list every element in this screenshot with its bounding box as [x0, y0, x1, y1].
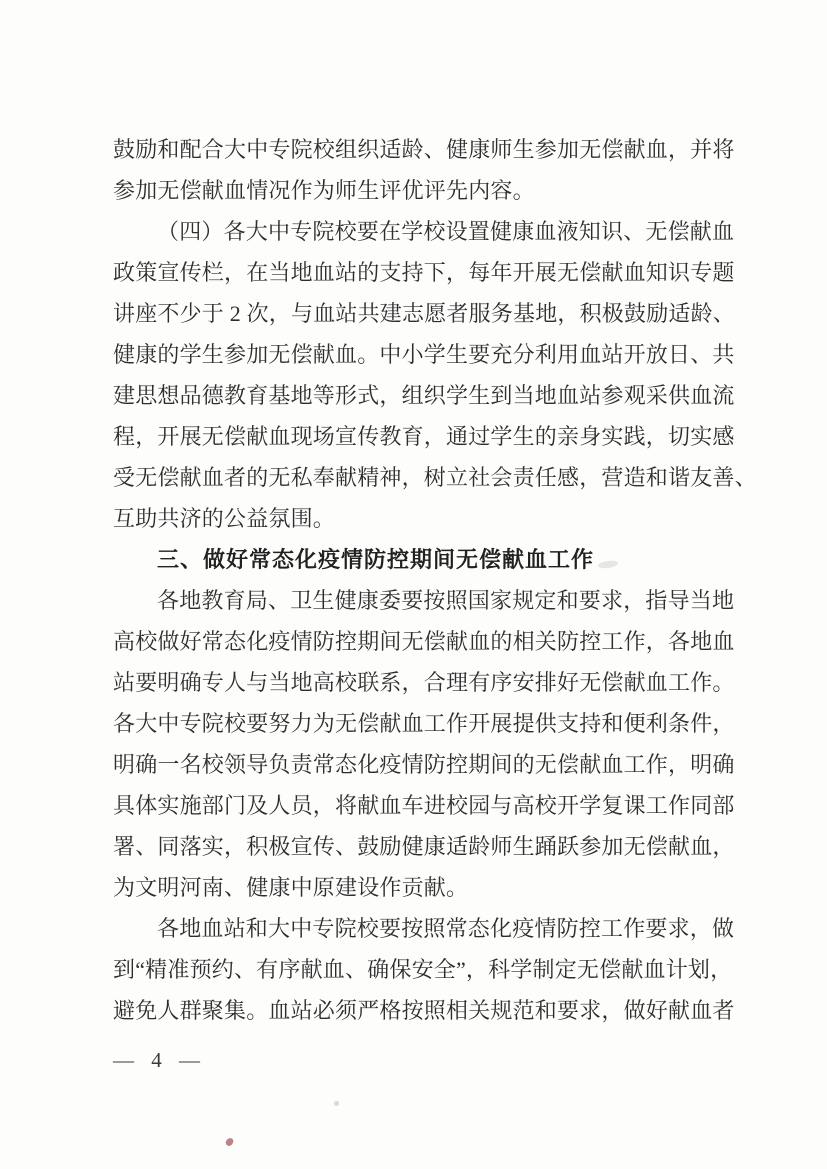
- text-line: 到“精准预约、有序献血、确保安全”，科学制定无偿献血计划，: [113, 957, 733, 982]
- text-line: 健康的学生参加无偿献血。中小学生要充分利用血站开放日、共: [113, 342, 735, 367]
- text-line: 政策宣传栏，在当地血站的支持下，每年开展无偿献血知识专题: [113, 260, 735, 285]
- page-number: — 4 —: [113, 1048, 206, 1072]
- text-line: 各大中专院校要努力为无偿献血工作开展提供支持和便利条件，: [113, 711, 735, 736]
- scan-speck-artifact: [334, 1101, 339, 1106]
- text-line: 明确一名校领导负责常态化疫情防控期间的无偿献血工作，明确: [113, 752, 735, 777]
- text-line: 各地教育局、卫生健康委要按照国家规定和要求，指导当地: [157, 588, 735, 613]
- text-line: （四）各大中专院校要在学校设置健康血液知识、无偿献血: [157, 219, 735, 244]
- text-line: 署、同落实，积极宣传、鼓励健康适龄师生踊跃参加无偿献血，: [113, 834, 735, 859]
- text-line: 参加无偿献血情况作为师生评优评先内容。: [113, 178, 535, 203]
- text-line: 站要明确专人与当地高校联系，合理有序安排好无偿献血工作。: [113, 670, 735, 695]
- text-line: 互助共济的公益氛围。: [113, 506, 336, 531]
- text-line: 讲座不少于 2 次，与血站共建志愿者服务基地，积极鼓励适龄、: [113, 301, 736, 326]
- text-line: 为文明河南、健康中原建设作贡献。: [113, 875, 469, 900]
- text-line: 高校做好常态化疫情防控期间无偿献血的相关防控工作，各地血: [113, 629, 735, 654]
- text-line: 避免人群聚集。血站必须严格按照相关规范和要求，做好献血者: [113, 998, 735, 1023]
- document-body: [113, 129, 757, 1031]
- text-line: 程，开展无偿献血现场宣传教育，通过学生的亲身实践，切实感: [113, 424, 735, 449]
- scan-speck-artifact: [225, 1137, 234, 1147]
- text-line: 建思想品德教育基地等形式，组织学生到当地血站参观采供血流: [113, 383, 735, 408]
- text-line: 具体实施部门及人员，将献血车进校园与高校开学复课工作同部: [113, 793, 735, 818]
- text-line: 受无偿献血者的无私奉献精神，树立社会责任感，营造和谐友善、: [113, 465, 757, 490]
- text-line: 鼓励和配合大中专院校组织适龄、健康师生参加无偿献血，并将: [113, 137, 735, 162]
- text-line: 各地血站和大中专院校要按照常态化疫情防控工作要求，做: [157, 916, 735, 941]
- section-heading: 三、做好常态化疫情防控期间无偿献血工作: [157, 547, 595, 572]
